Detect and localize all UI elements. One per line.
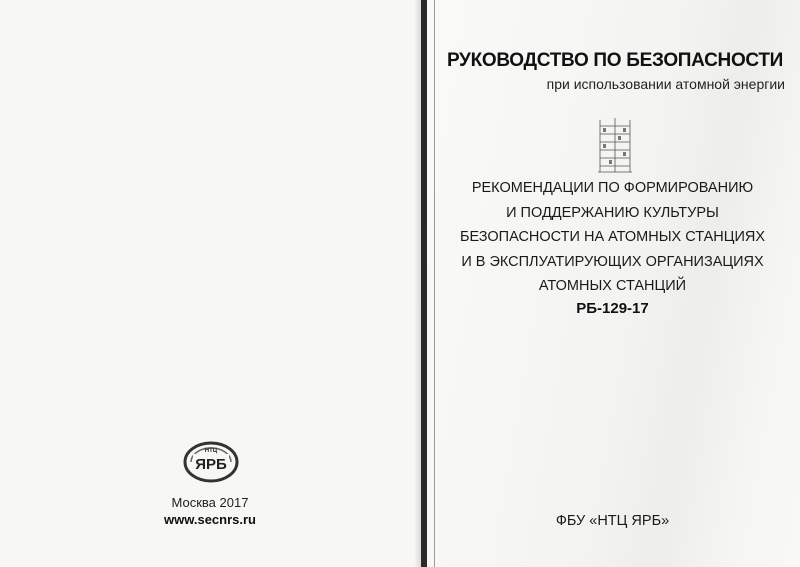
logo-large-text: ЯРБ [195,456,227,473]
city-year: Москва 2017 [171,495,249,510]
title-line: И ПОДДЕРЖАНИЮ КУЛЬТУРЫ [506,204,719,221]
ntc-yarb-logo-icon [171,440,251,484]
series-subtitle: при использовании атомной энергии [546,76,785,92]
title-line: И В ЭКСПЛУАТИРУЮЩИХ ОРГАНИЗАЦИЯХ [461,253,764,270]
book-spine [421,0,427,567]
document-code: РБ-129-17 [576,300,649,317]
title-line: БЕЗОПАСНОСТИ НА АТОМНЫХ СТАНЦИЯХ [459,229,766,245]
document-title [440,176,785,299]
website-link[interactable]: www.secnrs.ru [164,512,256,527]
title-line: АТОМНЫХ СТАНЦИЙ [538,278,687,294]
building-emblem-icon [596,116,634,174]
spine-edge-line [434,0,435,567]
title-line: РЕКОМЕНДАЦИИ ПО ФОРМИРОВАНИЮ [471,180,754,196]
publisher-name: ФБУ «НТЦ ЯРБ» [555,513,670,529]
logo-small-text: НТЦ [204,448,218,454]
series-title: РУКОВОДСТВО ПО БЕЗОПАСНОСТИ [446,50,784,71]
spine-shadow [414,0,421,567]
